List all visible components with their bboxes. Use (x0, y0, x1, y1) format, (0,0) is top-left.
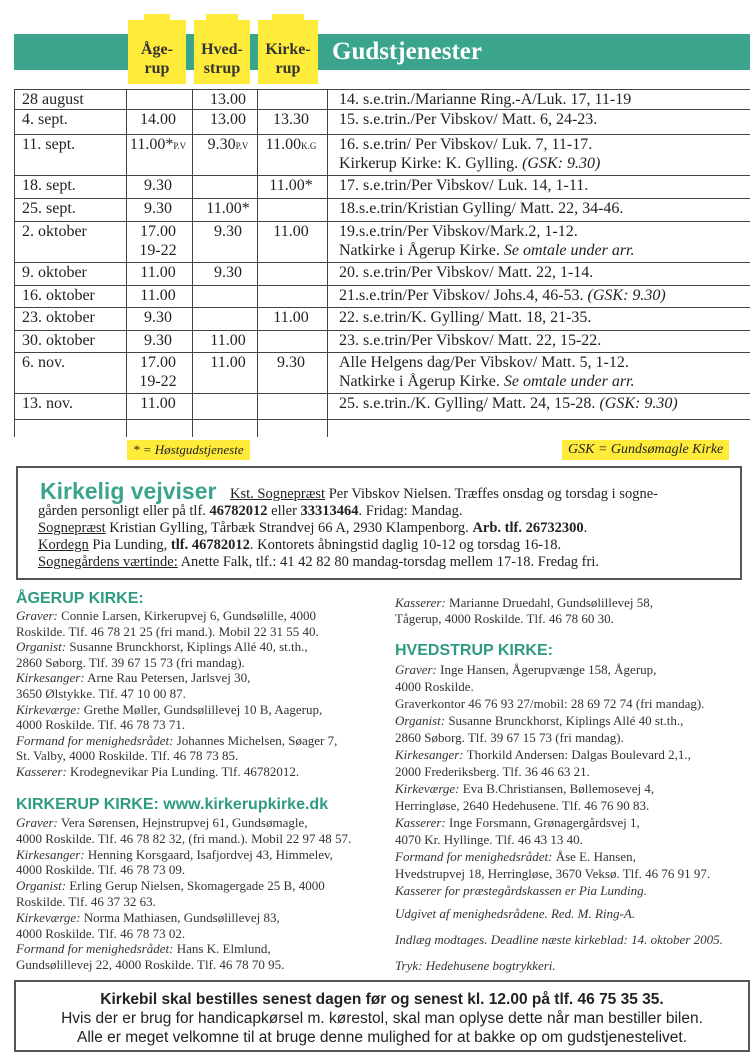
schedule-row (14, 263, 750, 285)
hvedstrup-church-heading: HVEDSTRUP KIRKE: (395, 642, 553, 659)
service-description: 21.s.e.trin/Per Vibskov/ Johs.4, 46-53. (GSK: 9.30) (339, 287, 666, 304)
directory-line: Kasserer: Krodegnevikar Pia Lunding. Tlf. 46782012. (16, 764, 300, 779)
directory-line: Organist: Susanne Brunckhorst, Kiplings Allé 40 st.th., (395, 713, 684, 728)
directory-line: Kasserer: Inge Forsmann, Grønagergårdsvej 1, (395, 815, 640, 830)
church-car-line-1: Kirkebil skal bestilles senest dagen før og senest kl. 12.00 på tlf. 46 75 35 35. (100, 991, 664, 1008)
schedule-row (14, 199, 750, 221)
service-description: 15. s.e.trin./Per Vibskov/ Matt. 6, 24-23. (339, 111, 598, 128)
church-guide-title: Kirkelig vejviser (40, 478, 217, 504)
directory-line: 2860 Søborg. Tlf. 39 67 15 73 (fri mandag). (16, 654, 245, 670)
hvedstrup-time: 13.00 (210, 91, 246, 108)
directory-line: Graver: Vera Sørensen, Hejnstrupvej 61, Gundsømagle, (16, 815, 308, 830)
deadline-line: Indlæg modtages. Deadline næste kirkeblad: 14. oktober 2005. (395, 932, 723, 947)
directory-line: Kirkesanger: Arne Rau Petersen, Jarlsvej 30, (16, 670, 251, 686)
service-description: 18.s.e.trin/Kristian Gylling/ Matt. 22, 34-46. (339, 200, 624, 217)
guide-line-5: Sognegårdens værtinde: Anette Falk, tlf.: 41 42 82 80 mandag-torsdag mellem 17-18. Fredag fri. (38, 554, 599, 570)
service-date: 13. nov. (22, 395, 73, 412)
kirkerup-time: 13.30 (273, 111, 309, 128)
service-description: 17. s.e.trin/Per Vibskov/ Luk. 14, 1-11. (339, 177, 589, 194)
directory-line: Formand for menighedsrådet: Hans K. Elmlund, (16, 941, 271, 957)
directory-line: 2860 Søborg. Tlf. 39 67 15 73 (fri mandag). (395, 730, 624, 745)
page-title: Gudstjenester (332, 38, 482, 65)
agerup-tab-notch (144, 14, 170, 22)
kirkerup-time: 11.00 (273, 223, 309, 240)
directory-line: Kirkeværge: Eva B.Christiansen, Bøllemosevej 4, (395, 781, 655, 796)
directory-line: Roskilde. Tlf. 46 37 32 63. (16, 894, 156, 909)
directory-line: Graver: Inge Hansen, Ågerupvænge 158, Ågerup, (395, 662, 657, 677)
hvedstrup-heading: Hved- strup (201, 41, 243, 77)
schedule-row (14, 353, 750, 393)
directory-line: Kirkesanger: Henning Korsgaard, Isafjordvej 43, Himmelev, (16, 846, 333, 862)
directory-line: 4070 Kr. Hyllinge. Tlf. 46 43 13 40. (395, 832, 583, 847)
service-date: 6. nov. (22, 354, 65, 371)
directory-line: 4000 Roskilde. Tlf. 46 78 73 02. (16, 925, 186, 941)
directory-line: 3650 Ølstykke. Tlf. 47 10 00 87. (16, 686, 186, 701)
hvedstrup-time: 9.30 (214, 264, 242, 281)
directory-line: 2000 Frederiksberg. Tlf. 36 46 63 21. (395, 764, 590, 779)
schedule-row (14, 308, 750, 330)
service-date: 9. oktober (22, 264, 87, 281)
directory-line: Kirkeværge: Grethe Møller, Gundsølillevej 10 B, Aagerup, (16, 701, 323, 717)
directory-line: Gundsølillevej 22, 4000 Roskilde. Tlf. 46 78 70 95. (16, 957, 285, 973)
kirkerup-time: 11.00* (269, 177, 313, 194)
directory-line: Roskilde. Tlf. 46 78 21 25 (fri mand.). Mobil 22 31 55 40. (16, 623, 319, 639)
church-car-line-2: Hvis der er brug for handicapkørsel m. kørestol, skal man oplyse dette når man bestiller bilen. (61, 1010, 703, 1027)
service-description: Alle Helgens dag/Per Vibskov/ Matt. 5, 1-12. Natkirke i Ågerup Kirke. Se omtale under arr. (339, 354, 635, 390)
directory-line: 4000 Roskilde. Tlf. 46 78 73 09. (16, 862, 186, 878)
publisher-line: Udgivet af menighedsrådene. Red. M. Ring-A. (395, 906, 636, 921)
hvedstrup-time: 9.30 (214, 223, 242, 240)
directory-line: Kasserer for præstegårdskassen er Pia Lunding. (395, 883, 647, 898)
hvedstrup-time: 11.00* (206, 200, 250, 217)
agerup-time: 17.00 19-22 (139, 354, 177, 390)
church-car-box (14, 980, 750, 1052)
hvedstrup-tab-notch (206, 14, 238, 22)
directory-line: Kirkesanger: Thorkild Andersen: Dalgas Boulevard 2,1., (395, 747, 691, 762)
kirkerup-church-heading: KIRKERUP KIRKE: www.kirkerupkirke.dk (16, 796, 329, 813)
directory-line: Tågerup, 4000 Roskilde. Tlf. 46 78 60 30. (395, 611, 614, 626)
hvedstrup-time: 11.00 (210, 332, 246, 349)
service-date: 18. sept. (22, 177, 76, 194)
service-description: 22. s.e.trin/K. Gylling/ Matt. 18, 21-35. (339, 309, 592, 326)
agerup-time: 11.00 (140, 395, 176, 412)
schedule-row (14, 110, 750, 134)
hvedstrup-time: 13.00 (210, 111, 246, 128)
agerup-time: 11.00 (140, 287, 176, 304)
service-date: 30. oktober (22, 332, 95, 349)
kirkerup-tab-notch (272, 14, 304, 22)
schedule-row (14, 286, 750, 307)
service-description: 25. s.e.trin./K. Gylling/ Matt. 24, 15-28. (GSK: 9.30) (339, 395, 678, 412)
guide-line-4: Kordegn Pia Lunding, tlf. 46782012. Kontorets åbningstid daglig 10-12 og torsdag 16-18. (38, 537, 562, 553)
service-date: 23. oktober (22, 309, 95, 326)
service-date: 4. sept. (22, 111, 68, 128)
service-description: 16. s.e.trin/ Per Vibskov/ Luk. 7, 11-17. Kirkerup Kirke: K. Gylling. (GSK: 9.30) (339, 136, 601, 172)
agerup-time: 14.00 (140, 111, 176, 128)
service-description: 23. s.e.trin/Per Vibskov/ Matt. 22, 15-22. (339, 332, 602, 349)
schedule-table (14, 89, 750, 437)
kirkerup-time: 11.00 (273, 309, 309, 326)
guide-line-2: gården personligt eller på tlf. 46782012 eller 33313464. Fridag: Mandag. (38, 503, 463, 519)
service-date: 28 august (22, 91, 84, 108)
hvedstrup-time: 11.00 (210, 354, 246, 371)
agerup-time: 9.30 (144, 200, 172, 217)
guide-line-1: Kst. Sognepræst Per Vibskov Nielsen. Træffes onsdag og torsdag i sogne- (230, 486, 658, 502)
service-date: 11. sept. (22, 136, 76, 153)
service-date: 2. oktober (22, 223, 87, 240)
schedule-row (14, 176, 750, 198)
agerup-church-heading: ÅGERUP KIRKE: (16, 590, 144, 607)
schedule-row (14, 331, 750, 352)
church-car-line-3: Alle er meget velkomne til at bruge denne mulighed for at bakke op om gudstjenestelivet. (76, 1029, 688, 1046)
directory-line: 4000 Roskilde. (395, 679, 474, 694)
directory-line: Organist: Erling Gerup Nielsen, Skomagergade 25 B, 4000 (16, 878, 325, 894)
hvedstrup-time: 9.30P.V (207, 136, 249, 153)
directory-line: Graverkontor 46 76 93 27/mobil: 28 69 72 74 (fri mandag). (395, 696, 705, 711)
directory-line: Organist: Susanne Brunckhorst, Kiplings Allé 40, st.th., (16, 639, 308, 655)
directory-line: Graver: Connie Larsen, Kirkerupvej 6, Gundsølille, 4000 (16, 608, 317, 623)
guide-line-3: Sognepræst Kristian Gylling, Tårbæk Strandvej 66 A, 2930 Klampenborg. Arb. tlf. 26732300. (38, 520, 588, 536)
directory-line: 4000 Roskilde. Tlf. 46 78 82 32, (fri mand.). Mobil 22 97 48 57. (16, 830, 352, 846)
church-guide-box (16, 466, 742, 580)
agerup-time: 9.30 (144, 309, 172, 326)
directory-line: St. Valby, 4000 Roskilde. Tlf. 46 78 73 85. (16, 748, 239, 764)
schedule-row (14, 222, 750, 262)
agerup-heading: Åge- rup (141, 41, 173, 77)
directory-line: Formand for menighedsrådet: Åse E. Hansen, (395, 849, 636, 864)
agerup-time: 11.00 (140, 264, 176, 281)
agerup-time: 11.00*P.V (129, 136, 187, 153)
kirkerup-time: 11.00K.G (265, 136, 317, 153)
service-date: 16. oktober (22, 287, 95, 304)
agerup-time: 9.30 (144, 177, 172, 194)
kirkerup-heading: Kirke- rup (265, 41, 311, 77)
directory-line: Hvedstrupvej 18, Herringløse, 3670 Veksø. Tlf. 46 76 91 97. (395, 866, 711, 881)
service-description: 19.s.e.trin/Per Vibskov/Mark.2, 1-12. Natkirke i Ågerup Kirke. Se omtale under arr. (339, 223, 635, 259)
agerup-time: 17.00 19-22 (139, 223, 177, 259)
schedule-row (14, 394, 750, 419)
service-description: 14. s.e.trin./Marianne Ring.-A/Luk. 17, 11-19 (339, 91, 632, 108)
service-date: 25. sept. (22, 200, 76, 217)
kirkerup-time: 9.30 (277, 354, 305, 371)
printer-line: Tryk: Hedehusene bogtrykkeri. (395, 958, 556, 973)
service-description: 20. s.e.trin/Per Vibskov/ Matt. 22, 1-14. (339, 264, 594, 281)
schedule-row (14, 135, 750, 175)
directory-line: Kasserer: Marianne Druedahl, Gundsølillevej 58, (395, 595, 654, 610)
directory-line: Formand for menighedsrådet: Johannes Michelsen, Søager 7, (16, 732, 338, 748)
gsk-note: GSK = Gundsømagle Kirke (562, 440, 729, 460)
directory-line: 4000 Roskilde. Tlf. 46 78 73 71. (16, 717, 186, 733)
schedule-row (14, 90, 750, 109)
agerup-time: 9.30 (144, 332, 172, 349)
directory-line: Herringløse, 2640 Hedehusene. Tlf. 46 76 90 83. (395, 798, 650, 813)
autumn-service-note: * = Høstgudstjeneste (127, 440, 250, 460)
directory-line: Kirkeværge: Norma Mathiasen, Gundsølillevej 83, (16, 909, 280, 925)
